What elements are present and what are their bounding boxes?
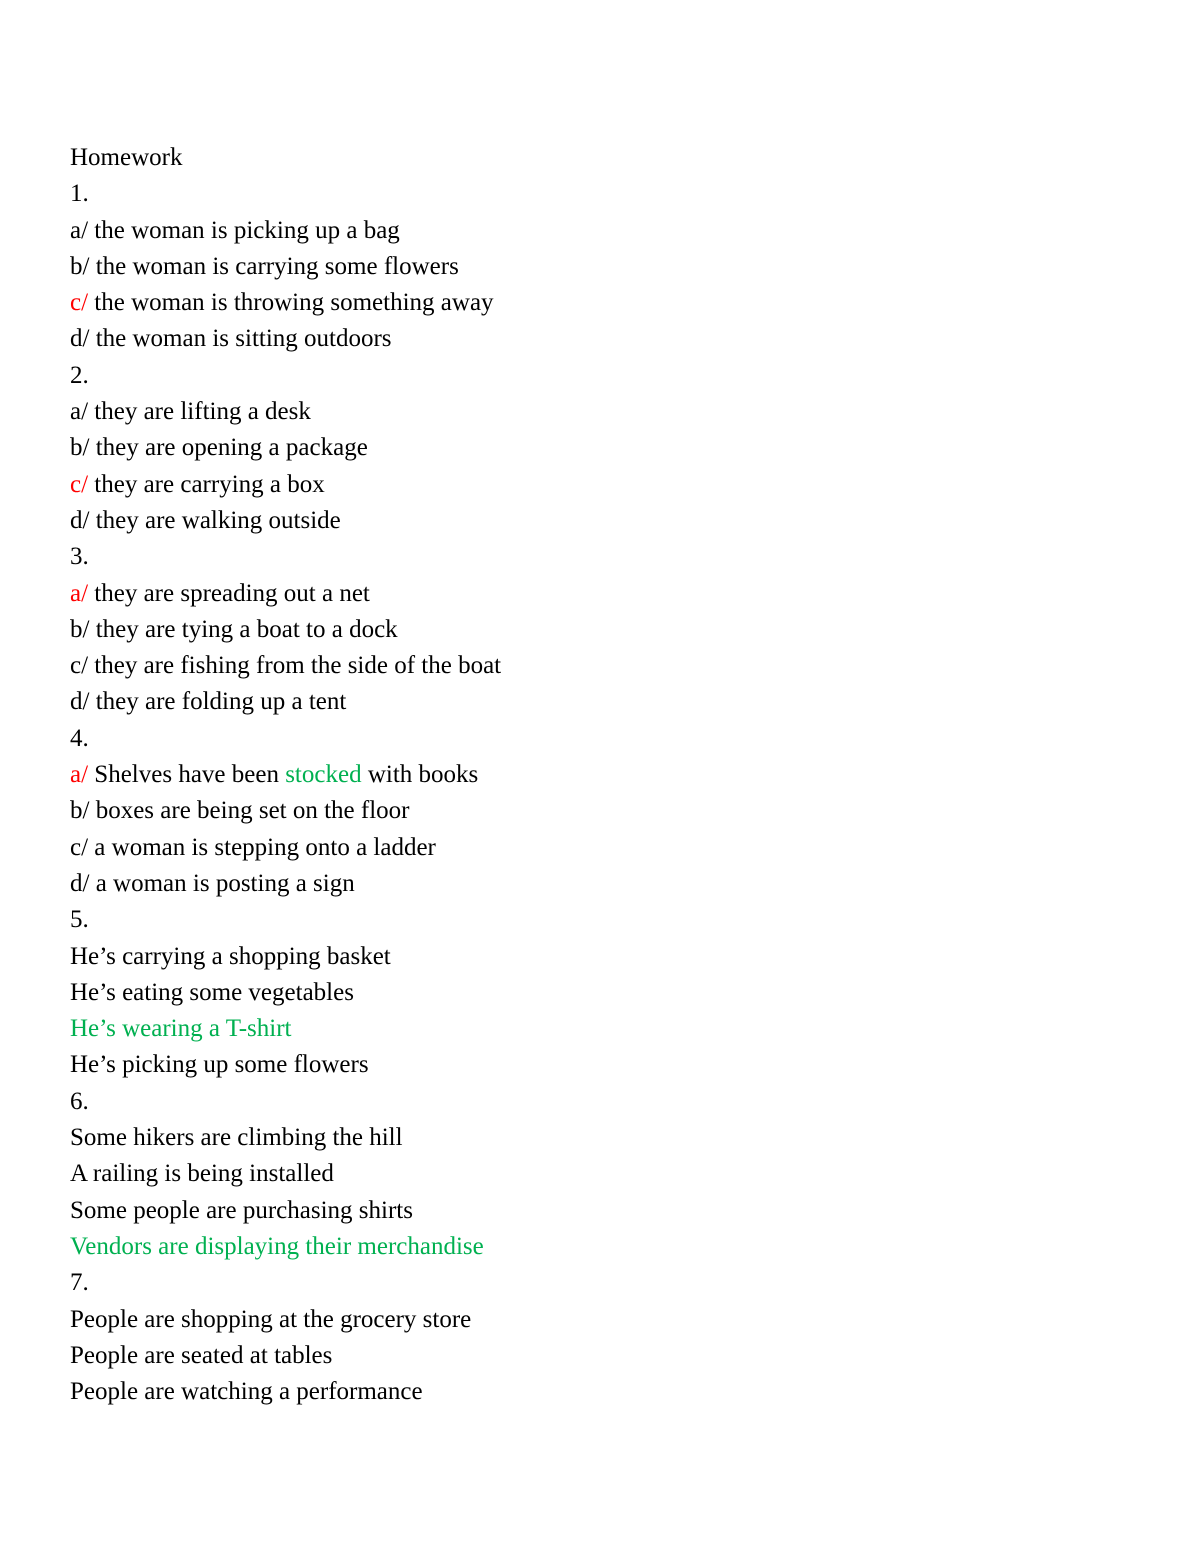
option-line: He’s picking up some flowers [70,1051,369,1079]
option-line [70,648,1130,684]
option-text: they are spreading out a net [88,579,370,607]
option-text: they are opening a package [89,434,368,462]
option-line [70,467,1130,503]
option-line [70,249,1130,285]
option-text: Shelves have been [88,761,286,789]
option-line [70,213,1130,249]
option-line: A railing is being installed [70,1160,334,1188]
option-line [70,793,1130,829]
option-line: He’s eating some vegetables [70,978,354,1006]
highlighted-word: stocked [285,761,362,789]
option-line [70,576,1130,612]
option-prefix: b/ [70,797,90,825]
option-prefix: c/ [70,833,89,861]
option-line [70,285,1130,321]
question-number: 6. [70,1087,89,1115]
answer-prefix-marked: a/ [70,761,89,789]
option-line [70,757,1130,793]
option-text: they are fishing from the side of the boat [88,652,502,680]
document-title: Homework [70,144,183,171]
option-text: the woman is carrying some flowers [89,252,459,280]
answer-line-marked: He’s wearing a T-shirt [70,1015,292,1043]
option-prefix: b/ [70,615,90,643]
option-text: they are lifting a desk [88,398,311,426]
option-line: People are shopping at the grocery store [70,1305,472,1333]
option-text: with books [361,761,479,789]
option-prefix: d/ [70,506,90,534]
option-text: the woman is sitting outdoors [89,325,392,353]
question-number: 3. [70,543,89,571]
option-text: they are tying a boat to a dock [89,615,398,643]
option-text: they are carrying a box [88,470,325,498]
option-line [70,503,1130,539]
option-line: Some people are purchasing shirts [70,1196,413,1224]
answer-prefix-marked: a/ [70,579,89,607]
question-number: 4. [70,724,89,752]
option-line [70,866,1130,902]
option-line: He’s carrying a shopping basket [70,942,391,970]
document-body [70,140,1130,1410]
option-text: boxes are being set on the floor [89,797,410,825]
option-text: they are walking outside [89,506,341,534]
option-prefix: d/ [70,688,90,716]
option-text: the woman is throwing something away [88,289,494,317]
option-line: People are seated at tables [70,1341,333,1369]
question-number: 7. [70,1269,89,1297]
option-line [70,394,1130,430]
option-line: Some hikers are climbing the hill [70,1124,403,1152]
option-line [70,430,1130,466]
question-number: 5. [70,906,89,934]
answer-line-marked: Vendors are displaying their merchandise [70,1232,484,1260]
option-prefix: d/ [70,325,90,353]
option-line: People are watching a performance [70,1378,423,1406]
option-line [70,684,1130,720]
option-text: the woman is picking up a bag [88,216,400,244]
option-prefix: a/ [70,216,89,244]
option-text: a woman is stepping onto a ladder [88,833,436,861]
question-number: 2. [70,361,89,389]
option-prefix: b/ [70,252,90,280]
option-prefix: c/ [70,652,89,680]
answer-prefix-marked: c/ [70,470,89,498]
option-line [70,830,1130,866]
option-line [70,612,1130,648]
option-line [70,321,1130,357]
question-number: 1. [70,180,89,208]
answer-prefix-marked: c/ [70,289,89,317]
option-text: they are folding up a tent [89,688,347,716]
option-prefix: d/ [70,869,90,897]
option-prefix: a/ [70,398,89,426]
option-text: a woman is posting a sign [89,869,355,897]
option-prefix: b/ [70,434,90,462]
